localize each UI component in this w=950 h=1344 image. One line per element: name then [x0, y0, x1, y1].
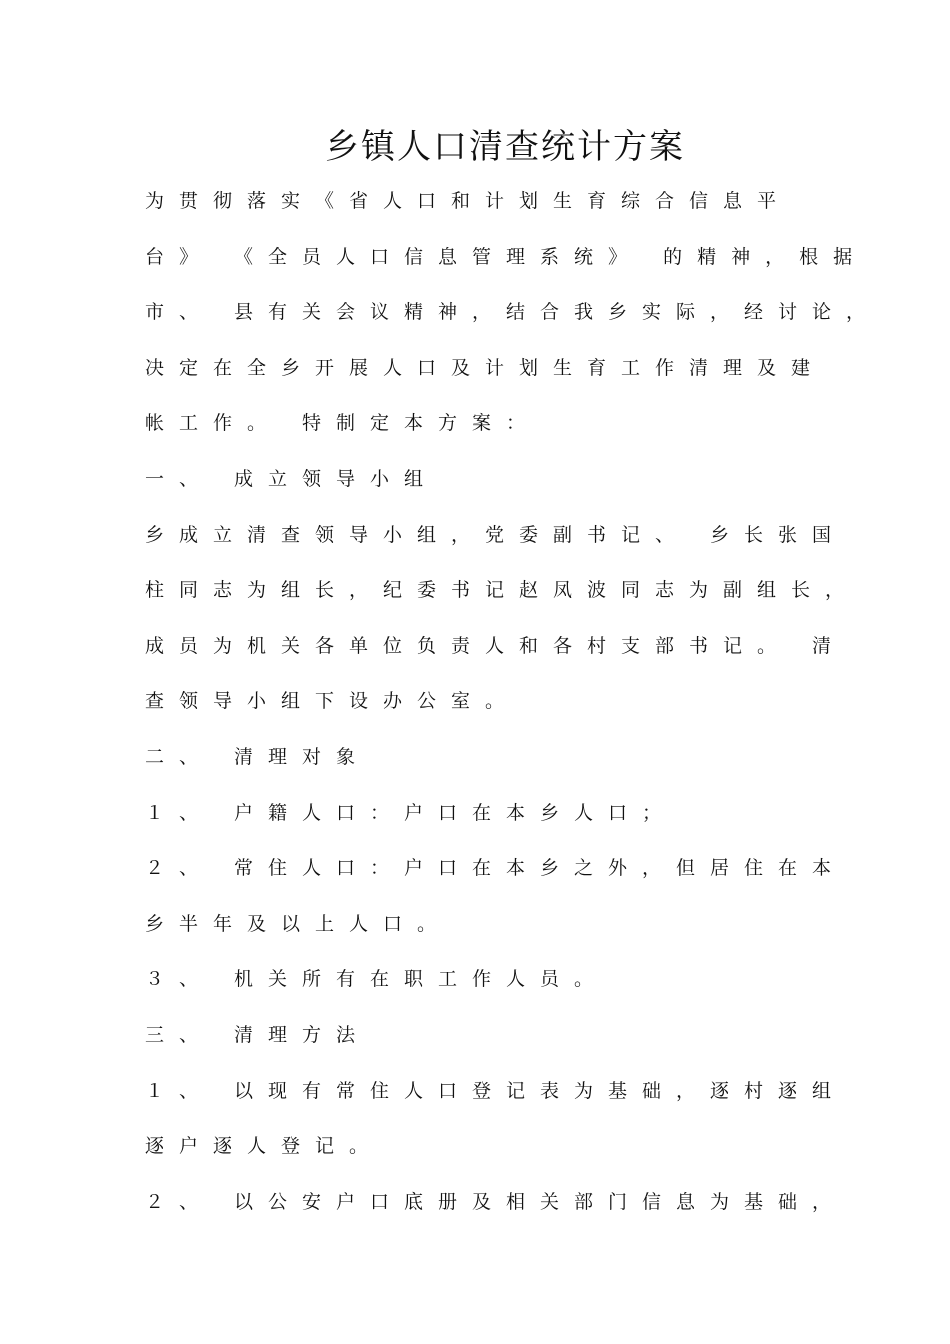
list-item: １、 以现有常住人口登记表为基础，逐村逐组 — [145, 1079, 847, 1102]
body-line: 柱同志为组长，纪委书记赵凤波同志为副组长， — [145, 579, 860, 602]
list-item: ３、 机关所有在职工作人员。 — [145, 968, 609, 991]
section-heading: 一、 成立领导小组 — [145, 467, 439, 490]
page-title: 乡镇人口清查统计方案 — [325, 127, 685, 167]
body-line: 台》 《全员人口信息管理系统》 的精神，根据 — [145, 245, 868, 268]
body-line: 帐工作。 特制定本方案： — [145, 412, 541, 435]
body-line: 乡成立清查领导小组，党委副书记、 乡长张国 — [145, 523, 847, 546]
body-line: 成员为机关各单位负责人和各村支部书记。 清 — [145, 634, 847, 657]
list-item: ２、 常住人口：户口在本乡之外，但居住在本 — [145, 857, 847, 880]
section-heading: 三、 清理方法 — [145, 1023, 371, 1046]
document-body — [145, 183, 881, 1239]
list-item: ２、 以公安户口底册及相关部门信息为基础， — [145, 1190, 847, 1213]
list-item: １、 户籍人口：户口在本乡人口； — [145, 801, 677, 824]
body-line: 决定在全乡开展人口及计划生育工作清理及建 — [145, 356, 826, 379]
body-line: 逐户逐人登记。 — [145, 1135, 384, 1158]
body-line: 乡半年及以上人口。 — [145, 912, 452, 935]
body-line: 市、 县有关会议精神，结合我乡实际，经讨论， — [145, 301, 881, 324]
section-heading: 二、 清理对象 — [145, 745, 371, 768]
body-line: 查领导小组下设办公室。 — [145, 690, 520, 713]
body-line: 为贯彻落实《省人口和计划生育综合信息平 — [145, 190, 792, 212]
